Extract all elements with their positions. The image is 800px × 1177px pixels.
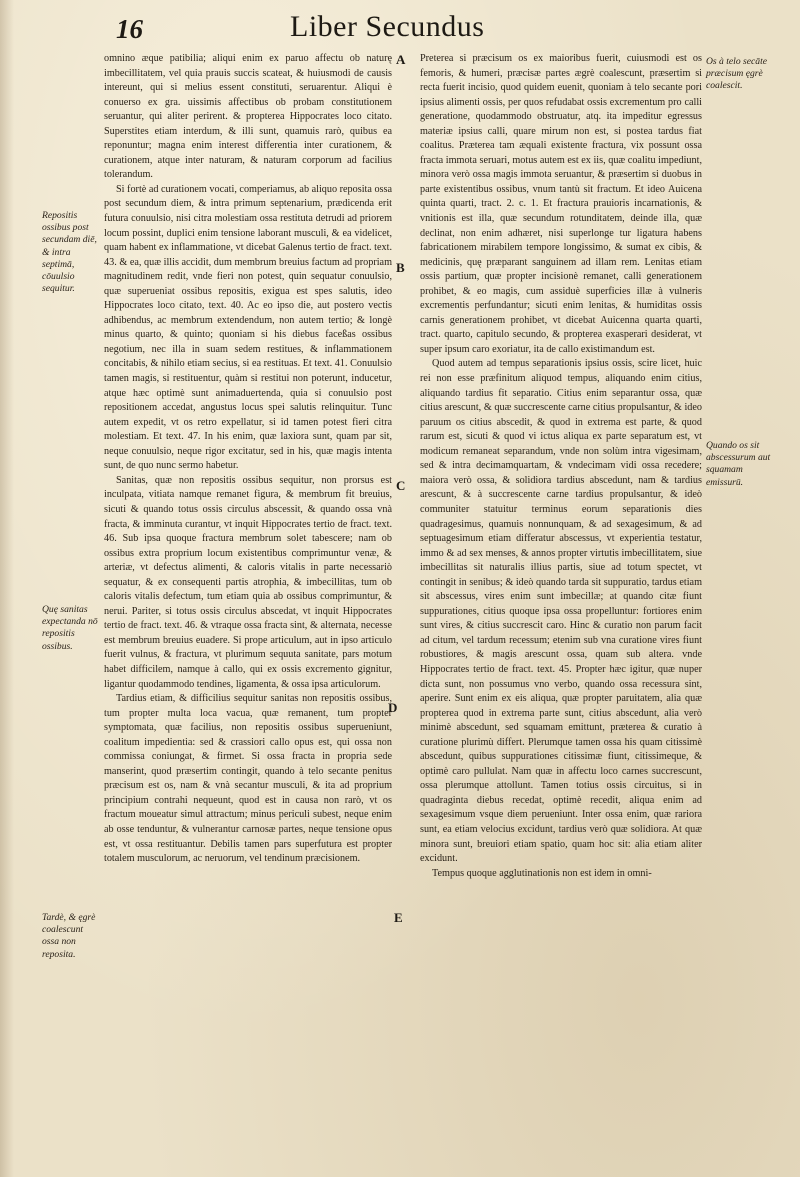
margin-note-left-1: Repositis ossibus post secundam diē, & intra septimā, cōuulsio sequitur. [42,210,97,295]
right-paragraph-1: Preterea si præcisum os ex maioribus fuerit, cuiusmodi est os femoris, & humeri, præcisæ partes ægrè coalescunt, præsertim si recta fuerit incisio, quod quidem euenit, quoniam à telo secante pori ipsius alimenti ossis, per quos refudabat ossis excrementum pro calli generatione, quodammodo obstruatur, atq. ita impeditur egressus materiæ ipsius calli, quare mirum non est, si postea tardus fiat coalitus. Præterea tam æquali existente fractura, vix possunt ossa fracta immota seruari, motus autem est ex iis, quæ coalitu impediunt, minora verò ossa magis immota seruantur, & præsertim si duobus in parte existentibus ossibus, vnum tantù sit fractum. Et ideo Auicena quinta quarti, tract. 2. c. 1. Et fractura prauioris incarnationis, & vnitionis est illa, quæ secundum rotunditatem, deinde illa, quæ declinat, non enim adhæret, nisi superlonge tur ligatura habens fabricationem mirabilem tempore longissimo, & sumat ex cibis, & medicinis, quę præparant sanguinem ad illam rem. Lenitas etiam ossis partium, quæ propter incisionè remanet, calli generationem prohibet, & eo magis, cum assiduè superficies illæ à vulneris excrementis perfundantur; sicuti enim lenitas, & humiditas ossis carnis generationem prohibet, vt dicebat Auicenna quarta quarti, tract. quarto, capitulo secundo, & propterea exasperari desiderat, vt super ipsum caro exoriatur, ita de callo existimandum est. [420,53,702,355]
right-text-column [420,52,702,1132]
right-paragraph-2: Quod autem ad tempus separationis ipsius ossis, scire licet, huic rei non esse præfinitum aliquod tempus, aliquando enim citius, aliquando tardius fit separatio. Citius enim separantur ossa, quæ citius arescunt, & quæ succrescente carne citius propulsantur, & ideo paruum os citius abscedit, & quod in extrema est parte, & quod rarum est, sicuti & quod vi ictus aliqua ex parte separatum est, vt modicum remaneat separandum, vnde non solùm intra vigesimam, sed & intra decimamquartam, & vndecimam vidi ossa recedere; maiora verò ossa, & solidiora tardius abscedunt, nam & tardius arescunt, & à succrescente carne tardius propulsantur, & ideò communiter statuitur terminus eorum separationis dies quadragesimus, quamuis nonnunquam, & ad sexagesimum, & ad septuagesimum etiam differatur abscessus, vt experientia testatur, immo & ad sex menses, & annos propter virtutis imbecillitatem, siue imbecillitas sit naturalis illius partis, siue ad totum spectet, vt contingit in senibus; & ideò quando tarda sit suppuratio, tardus etiam sit abscessus, vires enim sunt imbecillæ; at quando citæ fiunt suppurationes, citius quoque ipsa ossa propelluntur: fortiores enim sunt vires, & citius succrescit caro. Hinc & curatio non parum facit ad citum, vel tardum recessum; etenim sub vna curatione vires fiunt robustiores, & magis arescunt ossa, quam sub altera. vnde Hippocrates tertio de fract. text. 45. Propter hæc igitur, quæ nuper dicta sunt, non possumus vno verbo, quando ossa recessura sint, aperire. Sunt enim ex eis aliqua, quæ propter paruitatem, alia quæ propterea quod in extrema parte sunt, citius abscedunt, alia verò minimè abscedunt, sed squamam emittunt, præterea & curatio à curatione plurimù differt. Plerumque tamen ossa his quam citissimè abscedunt, quibus suppurationes citissimæ fiunt, citissimeque, & optimè caro pullulat. Nam quæ in affectu loco carnes succrescunt, ossa plerumque attollunt. Tamen totius ossis circuitus, si in quadraginta diebus recedat, optimè recedit, aliqua enim ad sexagesimum vsque diem perueniunt. Inter ossa enim, quæ rariora sunt, ea etiam velocius excidunt, tardius verò quæ solidiora. At quæ minora sunt, breuiori etiam spatio, quam hoc sit: alia etiam aliter excidunt. [420,358,702,865]
left-text-column [104,52,392,1132]
section-mark-a: A [396,52,406,67]
section-mark-e: E [394,910,403,925]
section-mark-c: C [396,478,406,493]
right-paragraph-3: Tempus quoque agglutinationis non est idem in omni- [432,867,652,879]
left-paragraph-2: Si fortè ad curationem vocati, comperiamus, ab aliquo reposita ossa post secundum diem, & intra primum septenarium, prædicenda erit futura conuulsio, nisi citra molestiam ossa restituta detrudi ad priorem locum possint, duplici enim tensione laborant musculi, & ea videlicet, quam habent ex inflammatione, vt dicebat Galenus tertio de fract. text. 43. & ea, quæ illis accidit, dum membrum breuius factum ad propriam magnitudinem redit, vnde fieri non potest, quin sequatur conuulsio, quæ superueniat ossibus repositis, exigua est spes salutis, ideo Hippocrates loco citato, text. 40. Ac eo ipso die, aut postero vectis adhibendus, ac membrum extendendum, non autem tertio; & longè minus quarto, & quinto; quoniam si his diebus faceßas ossibus negotium, nec illa in suam sedem restitues, & inflammationem concitabis, & nihilo etiam secius, si ea restituas. Et text. 41. Conuulsio tamen magis, si restituentur, quàm si restitui non poterunt, inducetur, atque hæc optimè sunt animaduertenda, quia si conuulsio post repositionem accedat, angustus locus spei salutis relinquitur. Tunc autem expedit, vt os retro expellatur, si id tamen potest fieri citra molestiam. Et text. 47. In his enim, quæ laxiora sunt, quam par sit, neque conuulsio, neque rigor excitatur, sed in his, quæ magis intenta sunt, de quo nunc sermo habetur. [104,183,392,472]
section-mark-d: D [388,700,398,715]
margin-note-right-2: Quando os sit abscessurum aut squamam emissurū. [706,440,771,488]
section-mark-b: B [396,260,405,275]
margin-note-left-2: Quę sanitas expectanda nō repositis ossibus. [42,604,98,652]
margin-note-right-1: Os à telo secāte præcisum ęgrè coalescit. [706,56,768,92]
page-gutter-shadow [0,0,14,1177]
running-head: Liber Secundus [290,10,485,43]
left-paragraph-4: Tardius etiam, & difficilius sequitur sanitas non repositis ossibus, tum propter multa loca vacua, quæ remanent, tum propter symptomata, quæ facilius, non repositis ossibus superueniunt, coalitum impedientia: sed & crassiori callo opus est, qui ossa non commissa coniungat, & firmet. Si ossa fracta in propria sede manserint, quod præsertim contingit, quando à telo secante penitus præcisum est os, nam & vnà secantur musculi, & ita ad proprium principium contrahi nequeunt, quod est in causa non rarò, vt os fractum moueatur simul attractum; minus periculi subest, neque enim ab osse tenduntur, & vulnerantur carnosæ partes, neque tensione opus est, vt ossa restituantur. Debilis tamen pars superfutura est propter totalem musculorum, ac neruorum, vel tendinum præcisionem. [104,693,392,865]
left-paragraph-3: Sanitas, quæ non repositis ossibus sequitur, non prorsus est inculpata, vitiata namque remanet figura, & membrum fit breuius, sicuti & quando totus ossis circulus abscessit, & quando ossa vnà fracta, & imminuta curantur, vt inquit Hippocrates tertio de fract. text. 46. Sub ipsa quoque fractura membrum solet tabescere; nam ob ossibus extra proprium locum existentibus comprimuntur venæ, & arteriæ, vt defectus alimenti, & caloris vitalis in parte necessariò sequatur, & ex consequenti partis atrophia, & imbecillitas, tum ob caloris vitalis defectum, tum etiam quia ab ossibus comprimuntur, & nerui. Pariter, si totus ossis circulus abscedat, vt inquit Hippocrates tertio de fract. text. 46. & vtraque ossa fracta sint, & alternata, necesse est membrum breuius euadere. Si prope articulum, aut in ipso articulo fuerit vulnus, & fractura, vt plurimum sequuta sanitate, pars motum habet difficilem, namque à callo, qui ex ossis excremento gignitur, ligantur quodammodo tendines, ligamenta, & ossa ipsa articulorum. [104,474,392,690]
margin-note-left-3: Tardè, & ęgrè coalescunt ossa non reposita. [42,912,96,960]
left-paragraph-1: omnino æque patibilia; aliqui enim ex paruo affectu ob naturę imbecillitatem, vel quia prauis succis scateat, & huiusmodi de causis intereunt, qui si melius essent constituti, seruarentur. Aliqui è conuerso ex gra. uissimis affectibus ob probam constitutionem seruantur, qui aliter perirent. & propterea Hippocrates loco citato. Superstites etiam interdum, & illi sunt, quamuis rarò, quibus ea reponuntur; magna enim interest differentia inter curationem, & curationem, atque inter naturam, & naturam corporum ad facilius tolerandum. [104,53,392,181]
page-number: 16 [116,14,143,44]
